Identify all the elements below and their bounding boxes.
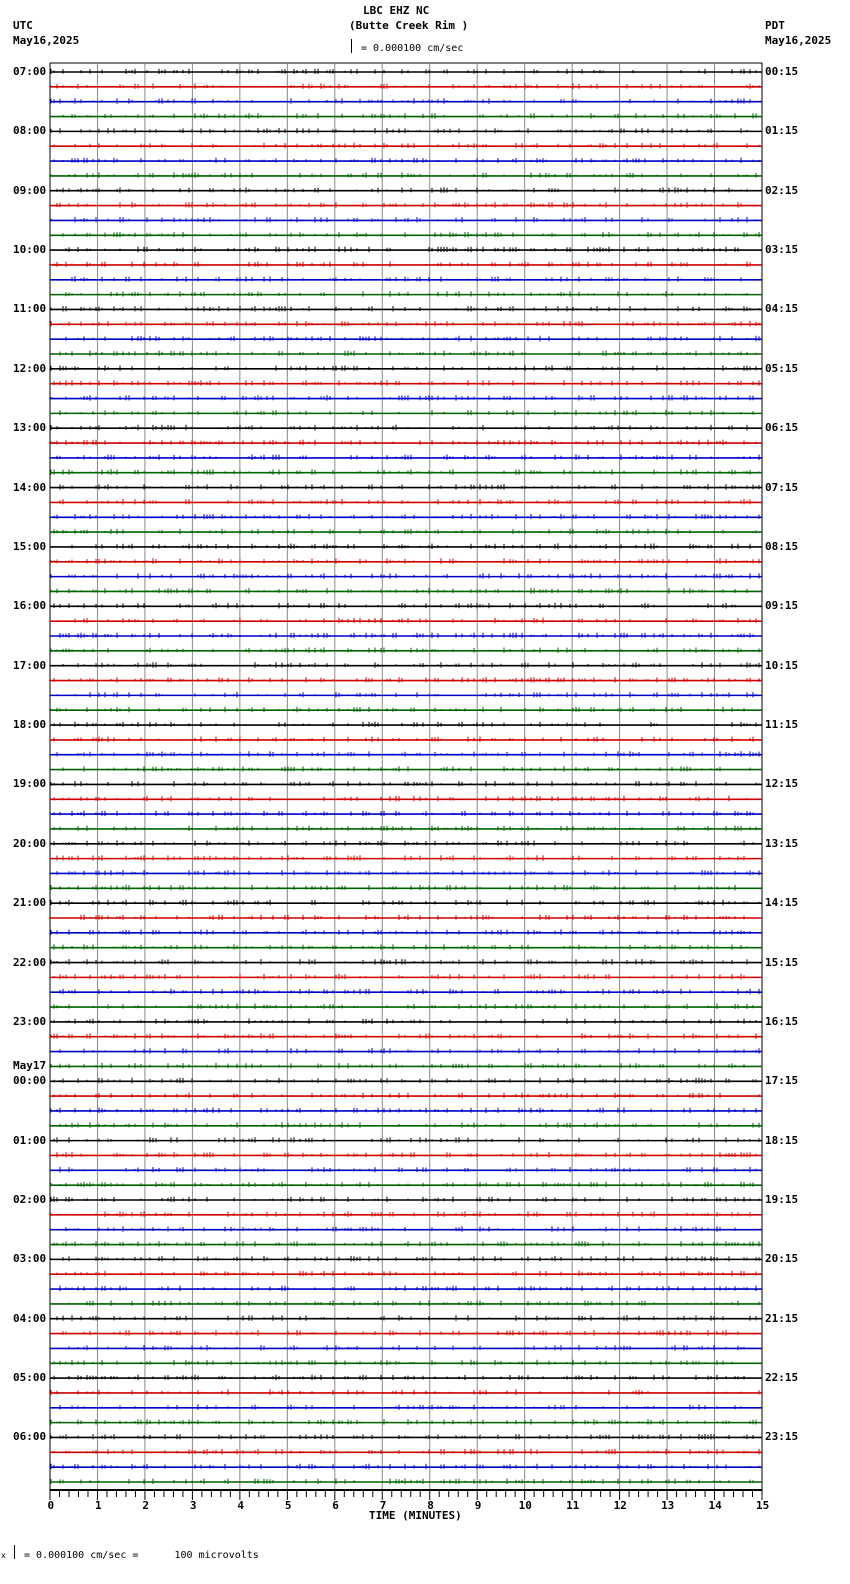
- footer-mark: x: [1, 1551, 6, 1560]
- utc-hour-label: 18:00: [13, 718, 47, 732]
- footer-scale-text: = 0.000100 cm/sec = 100 microvolts: [24, 1550, 259, 1561]
- utc-hour-label: 07:00: [13, 65, 47, 78]
- right-timezone: PDT: [765, 19, 785, 32]
- utc-hour-label: 21:00: [13, 896, 47, 910]
- utc-hour-label: 06:00: [13, 1430, 47, 1444]
- x-tick-label: 6: [332, 1499, 339, 1512]
- utc-hour-label: 03:00: [13, 1252, 47, 1266]
- x-tick-label: 10: [518, 1499, 532, 1512]
- pdt-hour-label: 06:15: [765, 421, 799, 435]
- utc-hour-label: 00:00: [13, 1074, 47, 1088]
- x-tick-label: 5: [284, 1499, 292, 1512]
- utc-hour-label: 22:00: [13, 955, 47, 969]
- utc-hour-label: 08:00: [13, 124, 47, 138]
- pdt-hour-label: 02:15: [765, 183, 799, 197]
- pdt-hour-label: 14:15: [765, 896, 799, 910]
- pdt-hour-label: 19:15: [765, 1193, 799, 1206]
- pdt-hour-label: 11:15: [765, 718, 799, 732]
- utc-hour-label: 14:00: [13, 480, 47, 494]
- left-date: May16,2025: [13, 34, 80, 47]
- pdt-hour-label: 09:15: [765, 599, 799, 613]
- pdt-hour-label: 03:15: [765, 243, 799, 257]
- x-tick-label: 7: [379, 1499, 387, 1512]
- pdt-hour-label: 10:15: [765, 658, 799, 672]
- pdt-hour-label: 15:15: [765, 955, 799, 969]
- pdt-hour-label: 18:15: [765, 1133, 799, 1147]
- x-tick-label: 8: [427, 1499, 434, 1512]
- utc-hour-label: 01:00: [13, 1133, 47, 1147]
- pdt-hour-label: 01:15: [765, 124, 799, 138]
- pdt-hour-label: 08:15: [765, 539, 799, 553]
- utc-hour-label: 04:00: [13, 1311, 47, 1325]
- station-subtitle: (Butte Creek Rim ): [349, 19, 469, 32]
- utc-hour-label: 20:00: [13, 836, 47, 850]
- pdt-hour-label: 21:15: [765, 1311, 799, 1325]
- pdt-hour-label: 05:15: [765, 361, 799, 375]
- pdt-hour-label: 17:15: [765, 1074, 799, 1088]
- right-date: May16,2025: [765, 34, 832, 47]
- pdt-hour-label: 16:15: [765, 1014, 799, 1028]
- utc-hour-label: 15:00: [13, 539, 47, 553]
- x-tick-label: 2: [142, 1499, 150, 1512]
- utc-hour-label: 23:00: [13, 1014, 47, 1028]
- utc-hour-label: 19:00: [13, 777, 47, 791]
- left-timezone: UTC: [13, 19, 33, 32]
- x-tick-label: 14: [708, 1499, 722, 1512]
- utc-hour-label: 09:00: [13, 183, 47, 197]
- x-tick-label: 9: [474, 1499, 482, 1512]
- pdt-hour-label: 12:15: [765, 777, 799, 791]
- utc-hour-label: 02:00: [13, 1193, 47, 1206]
- x-tick-label: 0: [47, 1499, 55, 1512]
- scale-text: = 0.000100 cm/sec: [361, 43, 464, 54]
- station-title: LBC EHZ NC: [363, 4, 430, 17]
- pdt-hour-label: 20:15: [765, 1252, 799, 1266]
- utc-hour-label: 12:00: [13, 361, 47, 375]
- pdt-hour-label: 23:15: [765, 1430, 799, 1444]
- utc-hour-label: 05:00: [13, 1371, 47, 1385]
- utc-hour-label: 16:00: [13, 599, 47, 613]
- pdt-hour-label: 13:15: [765, 836, 799, 850]
- x-tick-label: 15: [756, 1499, 770, 1512]
- pdt-hour-label: 00:15: [765, 65, 799, 78]
- x-tick-label: 3: [189, 1499, 197, 1512]
- x-axis-label: TIME (MINUTES): [369, 1509, 462, 1522]
- x-tick-label: 11: [566, 1499, 580, 1512]
- date-change-label: May17: [13, 1059, 47, 1073]
- utc-hour-label: 13:00: [13, 421, 47, 435]
- x-tick-label: 1: [94, 1499, 102, 1512]
- x-tick-label: 12: [613, 1499, 627, 1512]
- pdt-hour-label: 07:15: [765, 480, 799, 494]
- pdt-hour-label: 04:15: [765, 302, 799, 316]
- plot-frame: [50, 63, 762, 1490]
- pdt-hour-label: 22:15: [765, 1371, 799, 1385]
- utc-hour-label: 10:00: [13, 243, 47, 257]
- footer-scale-bar-icon: [14, 1545, 15, 1559]
- x-tick-label: 13: [661, 1499, 675, 1512]
- utc-hour-label: 17:00: [13, 658, 47, 672]
- utc-hour-label: 11:00: [13, 302, 47, 316]
- x-tick-label: 4: [237, 1499, 244, 1512]
